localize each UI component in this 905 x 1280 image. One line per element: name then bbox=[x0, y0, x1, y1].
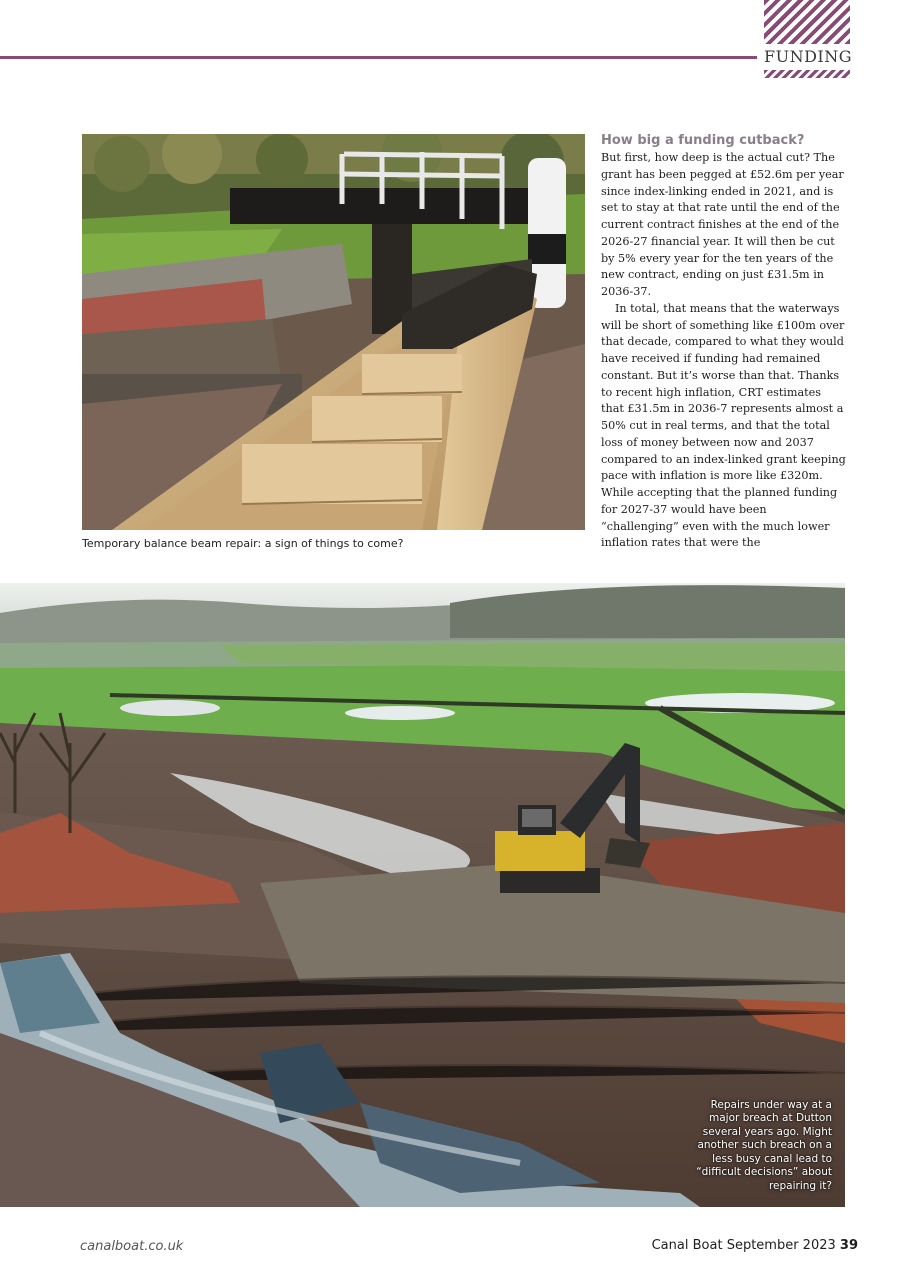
footer-magazine-name: Canal Boat bbox=[651, 1238, 723, 1253]
lock-balance-beam-photo bbox=[82, 134, 585, 530]
article-subheading: How big a funding cutback? bbox=[601, 133, 805, 148]
section-stripe-block bbox=[764, 0, 850, 44]
footer-page-number: 39 bbox=[839, 1238, 858, 1253]
section-stripe-underline bbox=[764, 70, 850, 78]
section-label: FUNDING bbox=[764, 47, 853, 66]
lock-photo-illustration bbox=[82, 134, 585, 530]
footer-website: canalboat.co.uk bbox=[80, 1239, 184, 1254]
dutton-breach-photo bbox=[0, 583, 845, 1207]
footer-issue-info bbox=[652, 1238, 858, 1253]
article-paragraph: But first, how deep is the actual cut? The grant has been pegged at £52.6m per year since index-linking ended in 2021, and is set to stay at that rate until the end of the current contract finishes at the end of the 2026-27 financial year. It will then be cut by 5% every year for the ten years of the new contract, ending on just £31.5m in 2036-37. bbox=[601, 151, 844, 298]
photo-caption: Temporary balance beam repair: a sign of things to come? bbox=[82, 537, 404, 550]
footer-issue-date: September 2023 bbox=[726, 1238, 836, 1253]
article-column bbox=[601, 133, 847, 552]
photo-caption-overlay: Repairs under way at a major breach at Dutton several years ago. Might another such breach on a less busy canal lead to “difficult decisions” about repairing it? bbox=[696, 1098, 832, 1192]
article-paragraph: In total, that means that the waterways will be short of something like £100m over that decade, compared to what they would have received if funding had remained constant. But it’s worse than that. Thanks to recent high inflation, CRT estimates that £31.5m in 2036-7 represents almost a 50% cut in real terms, and that the total loss of money between now and 2037 compared to an index-linked grant keeping pace with inflation is more like £320m. While accepting that the planned funding for 2027-37 would have been “challenging” even with the much lower inflation rates that were the bbox=[601, 301, 846, 550]
header-rule bbox=[0, 56, 757, 59]
